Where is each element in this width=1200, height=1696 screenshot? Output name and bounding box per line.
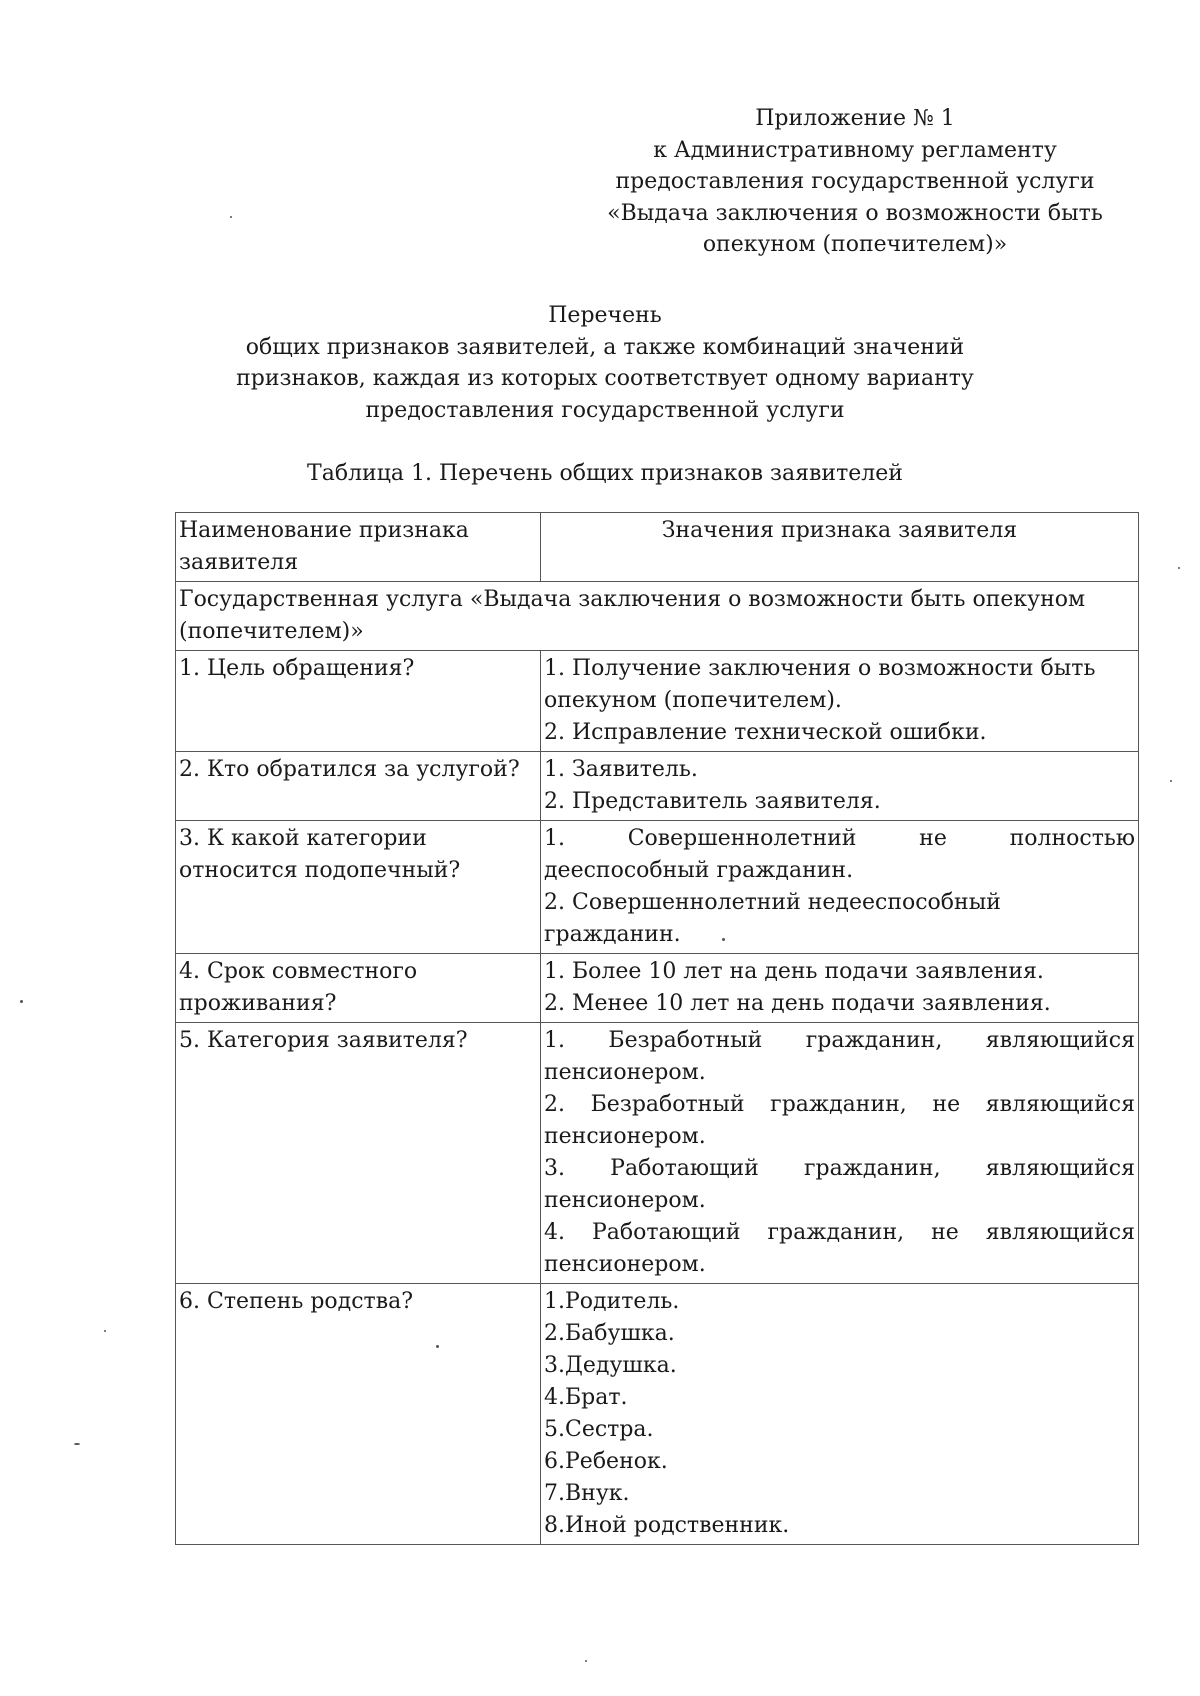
attribute-values-cell: 1. Совершеннолетний не полностью дееспособный гражданин. 2. Совершеннолетний недееспособный гражданин. (541, 821, 1139, 954)
attribute-name-cell: 6. Степень родства? (176, 1284, 541, 1545)
attribute-values-cell: 1.Родитель. 2.Бабушка. 3.Дедушка. 4.Брат. 5.Сестра. 6.Ребенок. 7.Внук. 8.Иной родственник. (541, 1284, 1139, 1545)
header-cell-attribute-name: Наименование признака заявителя (176, 513, 541, 582)
appendix-title: Приложение № 1 (755, 106, 955, 131)
attribute-name-cell: 2. Кто обратился за услугой? (176, 752, 541, 821)
table-caption: Таблица 1. Перечень общих признаков заявителей (307, 461, 903, 486)
appendix-line: «Выдача заключения о возможности быть (607, 200, 1103, 226)
attributes-table (175, 512, 1139, 1545)
scan-speck (585, 1660, 587, 1662)
scan-speck (436, 1345, 439, 1348)
appendix-line: опекуном (попечителем)» (702, 232, 1008, 257)
table-row (176, 1023, 1139, 1284)
attribute-values-cell: 1. Более 10 лет на день подачи заявления. 2. Менее 10 лет на день подачи заявления. (541, 954, 1139, 1023)
scan-speck (20, 1000, 23, 1003)
attribute-values-cell: 1. Безработный гражданин, являющийся пенсионером. 2. Безработный гражданин, не являющийся пенсионером. 3. Работающий гражданин, являющийся пенсионером. 4. Работающий гражданин, не являющийся пенсионером. (541, 1023, 1139, 1284)
heading-line: общих признаков заявителей, а также комбинаций значений (245, 334, 965, 360)
appendix-block (580, 103, 1130, 261)
scan-speck (74, 1443, 80, 1445)
table-row (176, 1284, 1139, 1545)
heading-line: признаков, каждая из которых соответствует одному варианту (236, 366, 974, 391)
table-row (176, 752, 1139, 821)
scan-speck (1170, 780, 1172, 782)
attribute-values-cell: 1. Получение заключения о возможности быть опекуном (попечителем). 2. Исправление технической ошибки. (541, 651, 1139, 752)
document-heading (175, 300, 1035, 426)
scan-speck (1178, 567, 1180, 569)
table-header-row (176, 513, 1139, 582)
table-row (176, 651, 1139, 752)
table-row (176, 821, 1139, 954)
table-row (176, 954, 1139, 1023)
heading-line: предоставления государственной услуги (365, 397, 845, 423)
scan-speck (722, 938, 725, 941)
appendix-line: предоставления государственной услуги (615, 169, 1095, 194)
service-row (176, 582, 1139, 651)
attribute-name-cell: 4. Срок совместного проживания? (176, 954, 541, 1023)
service-cell: Государственная услуга «Выдача заключения о возможности быть опекуном (попечителем)» (176, 582, 1139, 651)
scan-speck (104, 1330, 106, 1332)
attribute-name-cell: 3. К какой категории относится подопечный? (176, 821, 541, 954)
scan-speck (230, 216, 232, 218)
attribute-values-cell: 1. Заявитель. 2. Представитель заявителя. (541, 752, 1139, 821)
header-cell-attribute-values: Значения признака заявителя (541, 513, 1139, 582)
attribute-name-cell: 1. Цель обращения? (176, 651, 541, 752)
heading-title: Перечень (548, 303, 662, 328)
appendix-line: к Административному регламенту (653, 137, 1057, 163)
attribute-name-cell: 5. Категория заявителя? (176, 1023, 541, 1284)
